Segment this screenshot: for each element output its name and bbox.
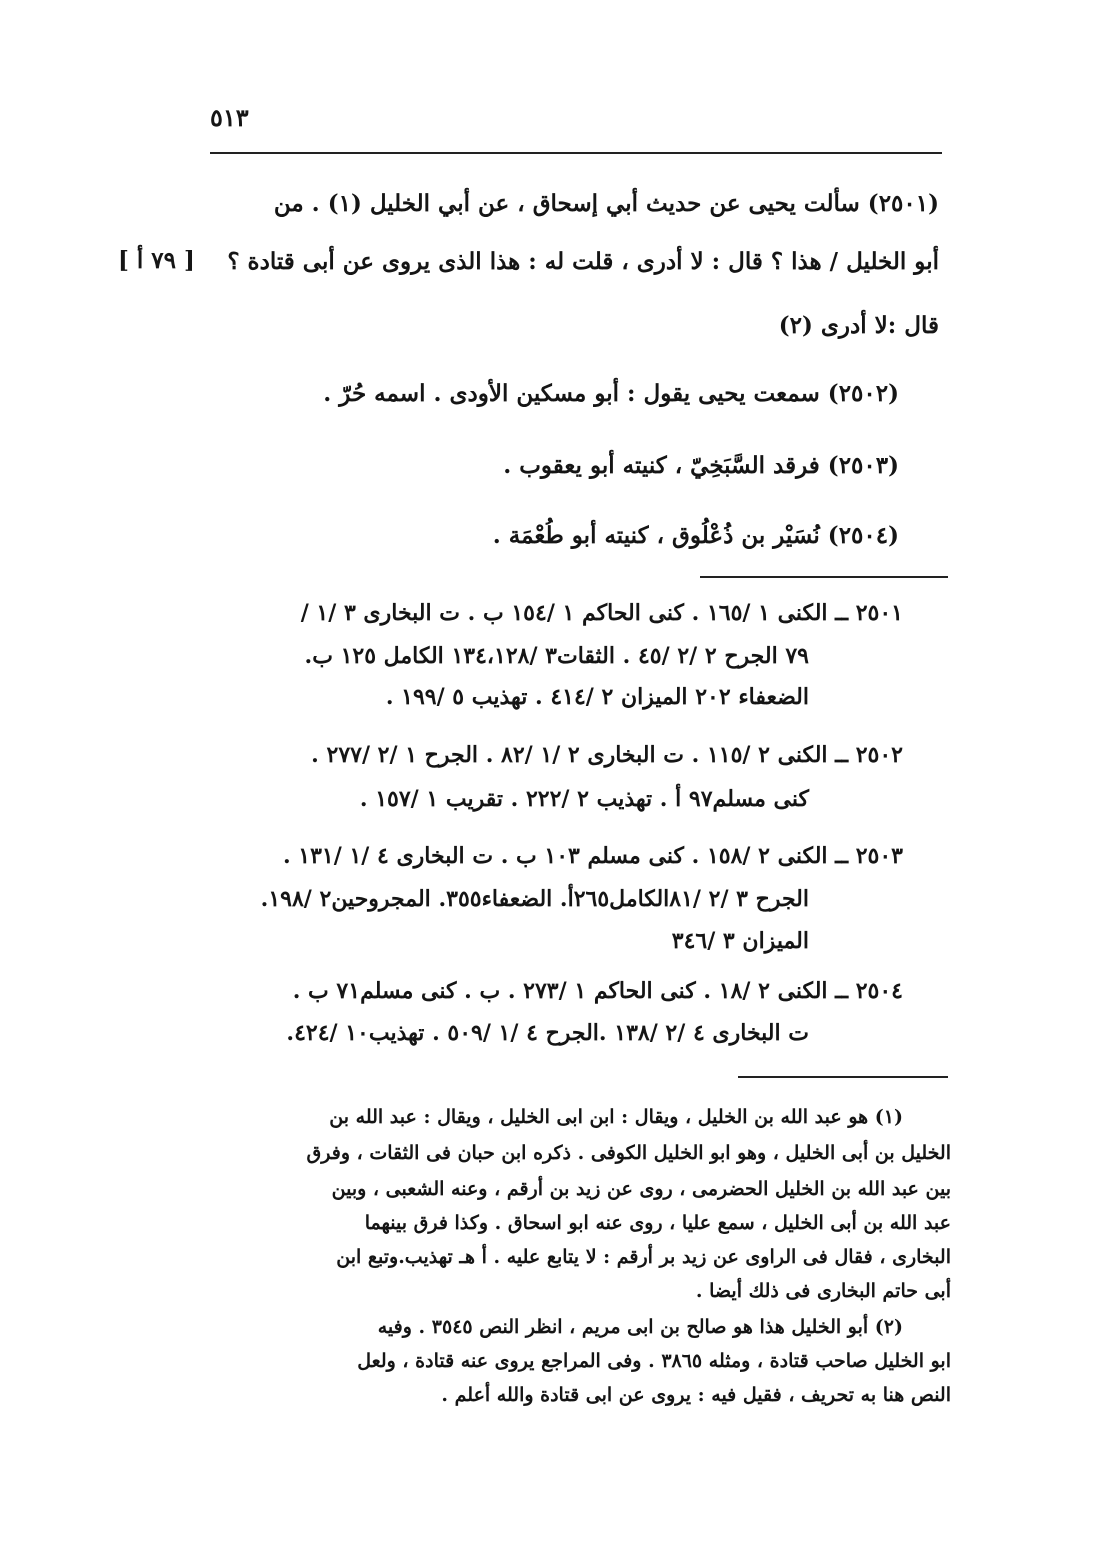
reference-line: ت البخارى ٤ /٢ /١٣٨ .الجرح ٤ /١ /٥٠٩ . تهذيب١٠ /٤٢٤.	[286, 1020, 809, 1046]
main-line: أبو الخليل / هذا ؟ قال : لا أدرى ، قلت له : هذا الذى يروى عن أبى قتادة ؟	[227, 248, 939, 275]
footnote-line: ابو الخليل صاحب قتادة ، ومثله ٣٨٦٥ . وفى المراجع يروى عنه قتادة ، ولعل	[357, 1350, 951, 1372]
references-rule	[700, 576, 948, 578]
main-line: (٢٥٠٢) سمعت يحيى يقول : أبو مسكين الأودى . اسمه حُرّ .	[323, 380, 899, 407]
footnote-line: الخليل بن أبى الخليل ، وهو ابو الخليل الكوفى . ذكره ابن حبان فى الثقات ، وفرق	[306, 1142, 951, 1164]
footnotes-rule	[738, 1076, 948, 1078]
footnote-line: عبد الله بن أبى الخليل ، سمع عليا ، روى عنه ابو اسحاق . وكذا فرق بينهما	[364, 1212, 951, 1234]
reference-line: الجرح ٣ /٢ /٨١الكامل٢٦٥أ. الضعفاء٣٥٥. المجروحين٢ /١٩٨.	[260, 886, 809, 912]
reference-line: ٢٥٠٤ ــ الكنى ٢ /١٨ . كنى الحاكم ١ /٢٧٣ . ب . كنى مسلم٧١ ب .	[292, 978, 903, 1004]
footnote-line: أبى حاتم البخارى فى ذلك أيضا .	[695, 1280, 951, 1302]
main-line: (٢٥٠٤) نُسَيْر بن ذُعْلُوق ، كنيته أبو طُعْمَة .	[492, 522, 899, 549]
footnote-line: (١) هو عبد الله بن الخليل ، ويقال : ابن ابى الخليل ، ويقال : عبد الله بن	[329, 1106, 903, 1128]
page-number: ٥١٣	[210, 103, 249, 132]
footnote-line: بين عبد الله بن الخليل الحضرمى ، روى عن زيد بن أرقم ، وعنه الشعبى ، وبين	[331, 1178, 951, 1200]
footnote-line: البخارى ، فقال فى الراوى عن زيد بر أرقم : لا يتابع عليه . أ هـ تهذيب.وتبع ابن	[336, 1246, 951, 1268]
reference-line: كنى مسلم٩٧ أ . تهذيب ٢ /٢٢٢ . تقريب ١ /١٥٧ .	[359, 786, 809, 812]
reference-line: ٢٥٠٢ ــ الكنى ٢ /١١٥ . ت البخارى ٢ /١ /٨٢ . الجرح ١ /٢ /٢٧٧ .	[311, 742, 903, 768]
main-line: قال :لا أدرى (٢)	[778, 312, 939, 339]
main-line: (٢٥٠٣) فرقد السَّبَخِيّ ، كنيته أبو يعقوب .	[503, 452, 899, 479]
reference-line: ٧٩ الجرح ٢ /٢ /٤٥ . الثقات٣ /١٣٤،١٢٨ الكامل ١٢٥ ب.	[304, 643, 809, 669]
reference-line: الضعفاء ٢٠٢ الميزان ٢ /٤١٤ . تهذيب ٥ /١٩٩ .	[385, 684, 809, 710]
reference-line: ٢٥٠١ ــ الكنى ١ /١٦٥ . كنى الحاكم ١ /١٥٤ ب . ت البخارى ٣ /١ /	[300, 600, 903, 626]
margin-reference: [ ٧٩ أ ]	[118, 247, 195, 274]
footnote-line: (٢) أبو الخليل هذا هو صالح بن ابى مريم ، انظر النص ٣٥٤٥ . وفيه	[377, 1316, 903, 1338]
main-line: (٢٥٠١) سألت يحيى عن حديث أبي إسحاق ، عن أبي الخليل (١) . من	[273, 190, 939, 217]
header-rule	[210, 152, 942, 154]
reference-line: الميزان ٣ /٣٤٦	[671, 928, 809, 954]
footnote-line: النص هنا به تحريف ، فقيل فيه : يروى عن ابى قتادة والله أعلم .	[441, 1384, 951, 1406]
reference-line: ٢٥٠٣ ــ الكنى ٢ /١٥٨ . كنى مسلم ١٠٣ ب . ت البخارى ٤ /١ /١٣١ .	[282, 843, 903, 869]
